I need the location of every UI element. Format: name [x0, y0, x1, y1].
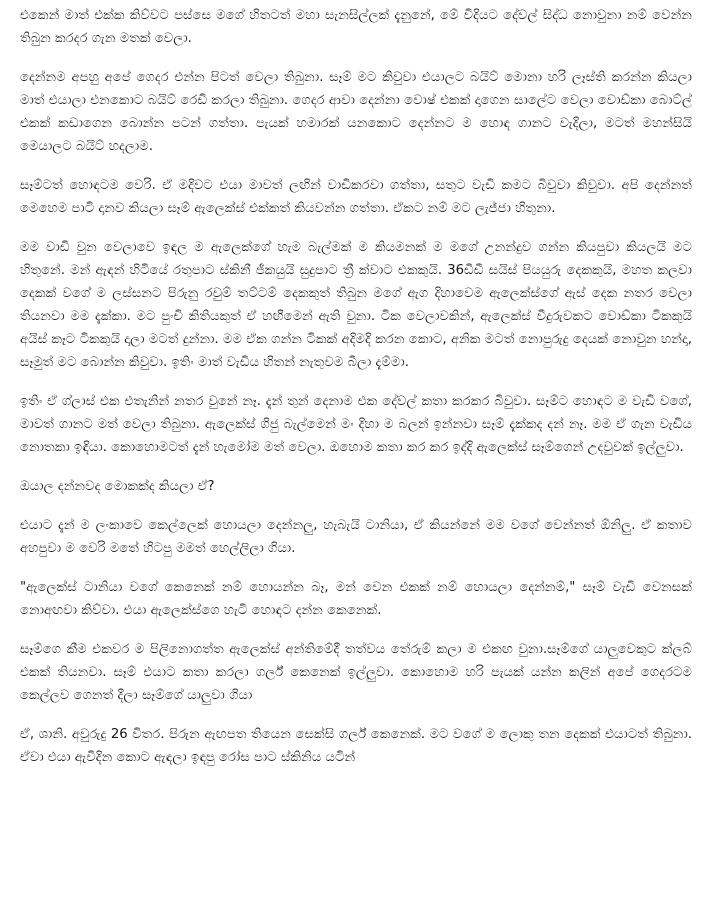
paragraph: ඒ, ශානි. අවුරුදු 26 විතර. පිරුන ඇඟපත තියෙන සෙක්සි ගර්ල් කෙනෙක්. මට වගේ ම ලොකු තන දෙකක් එයාටත් තිබුනා. ඒවා එයා ඇවිදින කොට ඇඳලා ඉඳපු රෝස පාට ස්කිනිය යටින් — [20, 727, 692, 765]
paragraph: එකෙන් මාත් එක්ක කිව්වට පස්සෙ මගේ හිතටත් මහා සැනසිල්ලක් දැනුනේ, මේ විදියට දේවල් සිද්ධ නොවුනා නම් වෙන්න තිබුන කරදර ගැන මතක් වෙලා. — [20, 8, 692, 46]
paragraph: මම වාඩි වුන වෙලාවෙ ඉඳල ම ඇලෙක්ගේ හැම බැල්මක් ම කියමනක් ම මගේ උනන්දුව ගන්න කියපුවා කියලයි මට හිතුනේ. මන් ඇඳන් හිටියේ රතුපාට ස්කිනී ජීකයුයි සුදුපාට ත්‍රී ක්වාට එකකුයි. 36ඩීඩී සයිස් පියයුරු දෙකකුයි, මහත කලවා දෙකක් වගේ ම ලස්සනට පිරුනු රවුම් තට්ටම් දෙකකුත් තිබුන මගේ ඇග දිහාවෙම ඇලෙක්ස්ගේ ඇස් දෙක නතර වෙලා තියනවා මම දැක්කා. මට පුංචි කිතියකුත් ඒ හඟීමෙන් ඇති වුනා. ටික වෙලාවකින්, ඇලෙක්ස් වීදුරුවකට වොඩ්කා ටිකකුයි අයිස් කෑට ටිකකුයි දාලා මටත් දුන්නා. මම ඒක ගන්න ටිකක් අදිමදි කරන කොට, අනික මටත් නොපුරුදු දෙයක් නොවුන හන්දා, සෑමුත් මට බොන්න කිවුවා. ඉතිං මාත් වැඩිය හිතන් නැතුවම බීලා දැම්මා. — [20, 240, 692, 370]
document-page — [20, 4, 692, 769]
paragraph: ඉතිං ඒ ග්ලාස් එක එතැනින් නතර වුනේ නෑ. දැන් තුන් දෙනාම එක දේවල් කතා කරකර බිවුවා. සෑම්ට හොඳට ම වැඩි වගේ, මාවත් ගානට මත් වෙලා තිබුනා. ඇලෙක්ස් ගිජු බැල්මෙන් මං දිහා ම බලන් ඉන්නවා සෑම් දැක්කද දන් නෑ. මම ඒ ගැන වැඩිය නොතකා ඉඳියා. කොහොමටත් දැන් හැමෝම මත් වෙලා. ඔහොම කතා කර කර ඉද්දි ඇලෙක්ස් සෑම්ගෙන් උදවුවක් ඉල්ලුවා. — [20, 394, 692, 455]
paragraph: ඔයාල දන්නවද මොකක්ද කියලා ඒ? — [20, 479, 215, 494]
paragraph: සෑම්ගෙ කීම එකවර ම පිලිනොගත්ත ඇලෙක්ස් අන්තිමේදී තත්වය තේරුම් කලා ම එකඟ වුනා.සෑම්ගේ යාලුවෙකුට ක්ලබ් එකක් තියනවා. සෑම් එයාට කතා කරලා ගර්ල් කෙනෙක් ඉල්ලුවා. කොහොම හරි පැයක් යන්න කලින් අපේ ගෙදරටම කෙල්ලව ගෙනත් දීලා සෑම්ගේ යාලුවා ගියා — [20, 642, 692, 703]
paragraph: සෑම්ටත් හොඳටම වෙරි. ඒ මදිවට එයා මාවත් ලඟින් වාඩිකරවා ගත්තා, සතුට වැඩි කමට බිවුවා කිවුවා. අපි දෙන්නත් මෙහෙම පාටි දානව කියලා සෑම් ඇලෙක්ස් එක්කත් කියවන්න ගත්තා. ඒකට නම් මට ලැජ්ජා හිතුනා. — [20, 178, 692, 216]
paragraph: එයාට දැන් ම ලංකාවෙ කෙල්ලෙක් හොයලා දෙන්නලු, හැබැයි ටානියා, ඒ කියන්නේ මම වගේ වෙන්නත් ඕනිලු. ඒ කතාව අහපුවා ම වෙරි මතේ හිටපු මමත් හෙල්ලිලා ගියා. — [20, 518, 692, 556]
paragraph: දෙන්නම අපහු අපේ ගෙදර එන්න පිටත් වෙලා තිබුනා. සෑම් මට කිවුවා එයාලට බයිට් මොනා හරි ලෑස්ති කරන්න කියලා මාත් එයාලා එනකොට බයිට් රෙඩි කරලා තිබුනා. ගෙදර ආවා දෙන්නා වොෂ් එකක් දාගෙන සාලේට වෙලා වොඩ්කා බොට්ල් එකක් කඩාගෙන බොන්න පටන් ගත්තා. පැයක් හමාරක් යනකොට දෙන්නට ම හොඳ ගානට වැදිලා, මටත් මහන්සියි මෙයාලට බයිට් හදලාම. — [20, 70, 692, 154]
paragraph: "ඇලෙක්ස් ටානියා වගේ කෙනෙක් නම් හොයන්න බෑ, මන් වෙන එකක් නම් හොයලා දෙන්නම්," සෑම් වැඩි වෙනසක් නොඅඟවා කිව්වා. එයා ඇලෙක්ස්ගෙ හැටි හොඳට දන්න කෙනෙක්. — [20, 580, 692, 618]
